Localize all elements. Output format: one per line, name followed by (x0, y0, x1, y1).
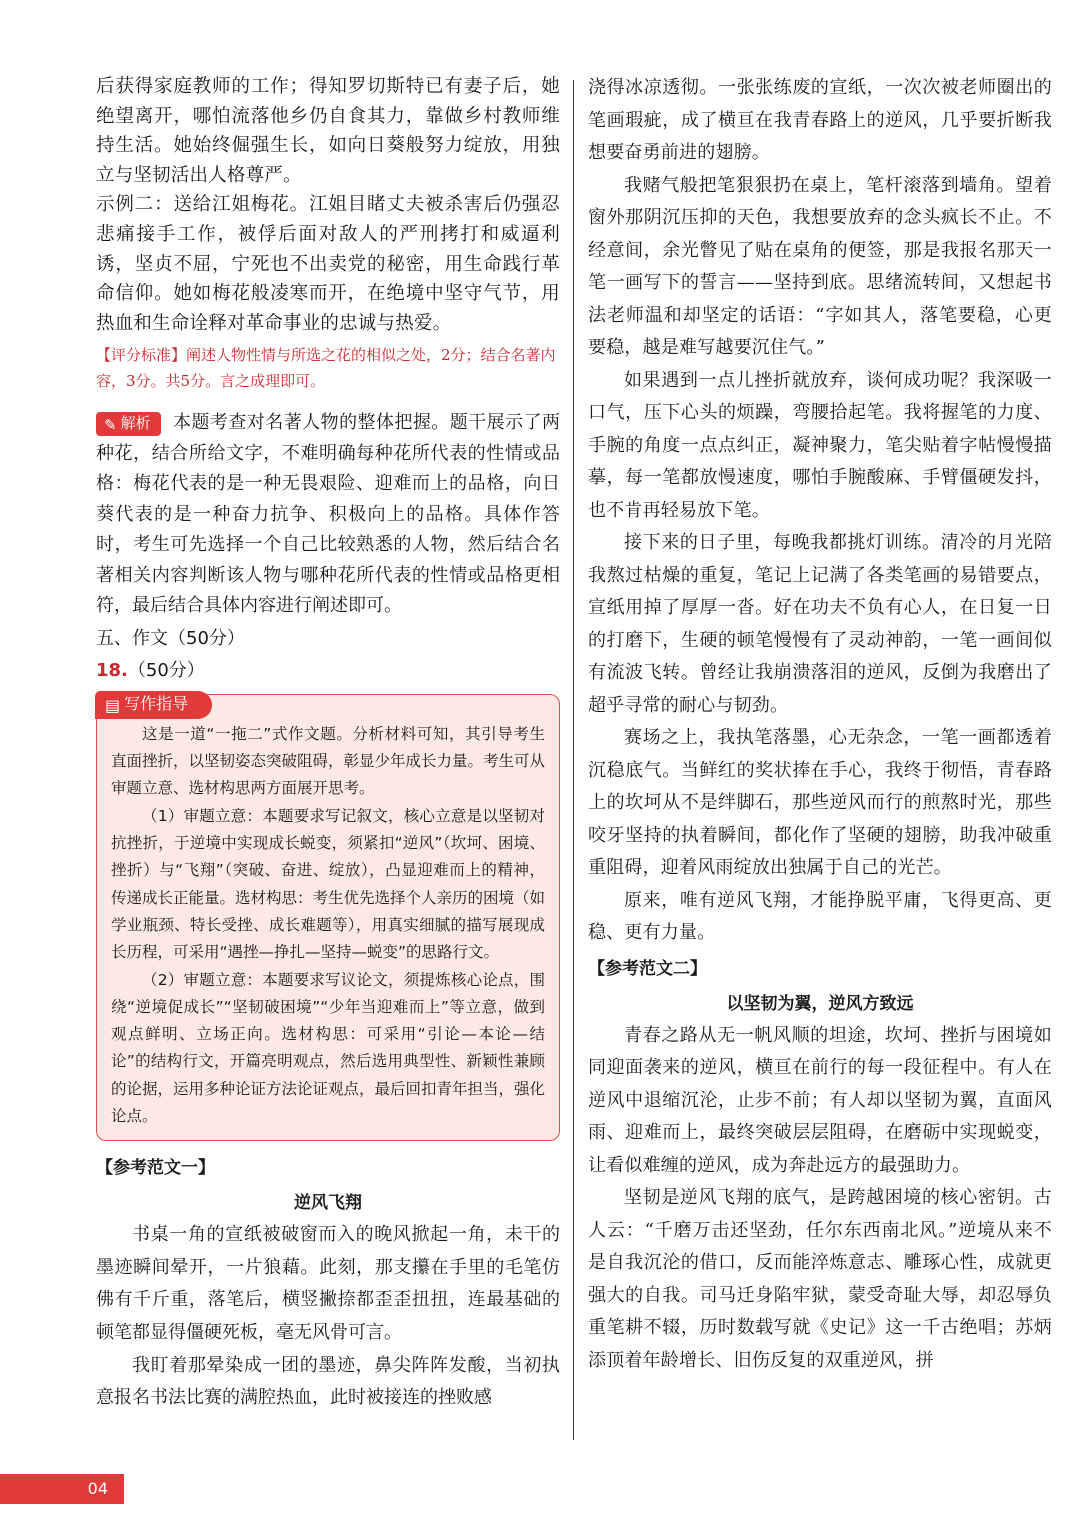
essay-1-paragraph: 我赌气般把笔狠狠扔在桌上，笔杆滚落到墙角。望着窗外那阴沉压抑的天色，我想要放弃的念头疯长不止。不经意间，余光瞥见了贴在桌角的便签，那是我报名那天一笔一画写下的誓言——坚持到底。思绪流转间，又想起书法老师温和却坚定的话语：“字如其人，落笔要稳，心更要稳，越是难写越要沉住气。” (588, 174, 1052, 358)
essay-2-paragraph: 坚韧是逆风飞翔的底气，是跨越困境的核心密钥。古人云：“千磨万击还坚劲，任尔东西南北风。”逆境从来不是自我沉沦的借口，反而能淬炼意志、雕琢心性，成就更强大的自我。司马迁身陷牢狱，蒙受奇耻大辱，却忍辱负重笔耕不辍，历时数载写就《史记》这一千古绝唱；苏炳添顶着年龄增长、旧伤反复的双重逆风，拼 (588, 1187, 1052, 1371)
essay-1-paragraph: 赛场之上，我执笔落墨，心无杂念，一笔一画都透着沉稳底气。当鲜红的奖状捧在手心，我终于彻悟，青春路上的坎坷从不是绊脚石，那些逆风而行的煎熬时光，那些咬牙坚持的执着瞬间，都化作了坚硬的翅膀，助我冲破重重阻碍，迎着风雨绽放出独属于自己的光芒。 (588, 727, 1052, 878)
question-score: （50分） (127, 659, 205, 681)
answer-example-2: 示例二：送给江姐梅花。江姐目睹丈夫被杀害后仍强忍悲痛接手工作，被俘后面对敌人的严刑拷打和威逼利诱，坚贞不屈，宁死也不出卖党的秘密，用生命践行革命信仰。她如梅花般凌寒而开，在绝境中坚守气节，用热血和生命诠释对革命事业的忠诚与热爱。 (96, 194, 560, 334)
analysis-section (96, 408, 560, 622)
question-number: 18. (96, 659, 128, 681)
essay-1-paragraph: 书桌一角的宣纸被破窗而入的晚风掀起一角，未干的墨迹瞬间晕开，一片狼藉。此刻，那支攥在手里的毛笔仿佛有千斤重，落笔后，横竖撇捺都歪歪扭扭，连最基础的顿笔都显得僵硬死板，毫无风骨可言。 (96, 1224, 560, 1344)
essay-1-title: 逆风飞翔 (294, 1193, 362, 1214)
analysis-badge-label: 解析 (120, 414, 151, 433)
page-number-tab (0, 1474, 124, 1504)
essay-1-paragraph: 如果遇到一点儿挫折就放弃，谈何成功呢？我深吸一口气，压下心头的烦躁，弯腰拾起笔。我将握笔的力度、手腕的角度一点点纠正，凝神聚力，笔尖贴着字帖慢慢描摹，每一笔都放慢速度，哪怕手腕酸麻、手臂僵硬发抖，也不肯再轻易放下笔。 (588, 369, 1052, 521)
question-heading (96, 656, 560, 686)
scoring-criteria: 【评分标准】阐述人物性情与所选之花的相似之处，2分；结合名著内容，3分。共5分。言之成理即可。 (96, 346, 556, 391)
right-column (588, 72, 1052, 1377)
analysis-badge (96, 412, 161, 436)
essay-1-paragraph: 接下来的日子里，每晚我都挑灯训练。清冷的月光陪我熬过枯燥的重复，笔记上记满了各类笔画的易错要点，宣纸用掉了厚厚一沓。好在功夫不负有心人，在日复一日的打磨下，生硬的顿笔慢慢有了灵动神韵，一笔一画间似有流波飞转。曾经让我崩溃落泪的逆风，反倒为我磨出了超乎寻常的耐心与韧劲。 (588, 532, 1052, 716)
left-column (96, 72, 560, 1415)
guide-paragraph-3: （2）审题立意：本题要求写议论文，须提炼核心论点，围绕“逆境促成长”“坚韧破困境”“少年当迎难而上”等立意，做到观点鲜明、立场正向。选材构思：可采用“引论—本论—结论”的结构行文，开篇亮明观点，然后选用典型性、新颖性兼顾的论据，运用多种论证方法论证观点，最后回扣青年担当，强化论点。 (111, 970, 546, 1125)
essay-2-title: 以坚韧为翼，逆风方致远 (726, 993, 914, 1014)
writing-guide-box (96, 694, 560, 1141)
analysis-text: 本题考查对名著人物的整体把握。题干展示了两种花，结合所给文字，不难明确每种花所代表的性情或品格：梅花代表的是一种无畏艰险、迎难而上的品格，向日葵代表的是一种奋力抗争、积极向上的品格。具体作答时，考生可先选择一个自己比较熟悉的人物，然后结合名著相关内容判断该人物与哪种花所代表的性情或品格更相符，最后结合具体内容进行阐述即可。 (96, 412, 560, 617)
essay-1-paragraph: 原来，唯有逆风飞翔，才能挣脱平庸，飞得更高、更稳、更有力量。 (588, 889, 1052, 943)
reference-essay-1-label: 【参考范文一】 (96, 1158, 215, 1179)
writing-guide-label: 写作指导 (124, 693, 189, 713)
guide-paragraph-2: （1）审题立意：本题要求写记叙文，核心立意是以坚韧对抗挫折，于逆境中实现成长蜕变，须紧扣“逆风”（坎坷、困境、挫折）与“飞翔”（突破、奋进、绽放），凸显迎难而上的精神，传递成长正能量。选材构思：考生优先选择个人亲历的困境（如学业瓶颈、特长受挫、成长难题等），用真实细腻的描写展现成长历程，可采用“遇挫—挣扎—坚持—蜕变”的思路行文。 (111, 806, 546, 962)
page-number: 04 (87, 1479, 108, 1498)
essay-1-body (96, 1219, 560, 1415)
answer-example-1-tail: 后获得家庭教师的工作；得知罗切斯特已有妻子后，她绝望离开，哪怕流落他乡仍自食其力，靠做乡村教师维持生活。她始终倔强生长，如向日葵般努力绽放，用独立与坚韧活出人格尊严。 (96, 76, 560, 186)
column-divider (573, 80, 574, 1440)
essay-2-paragraph: 青春之路从无一帆风顺的坦途，坎坷、挫折与困境如同迎面袭来的逆风，横亘在前行的每一段征程中。有人在逆风中退缩沉沦，止步不前；有人却以坚韧为翼，直面风雨、迎难而上，最终突破层层阻碍，在磨砺中实现蜕变，让看似难缠的逆风，成为奔赴远方的最强助力。 (588, 1024, 1052, 1176)
guide-paragraph-1: 这是一道“一拖二”式作文题。分析材料可知，其引导考生直面挫折，以坚韧姿态突破阻碍，彰显少年成长力量。考生可从审题立意、选材构思两方面展开思考。 (111, 724, 546, 798)
pencil-icon: ✎ (104, 416, 117, 435)
reference-essay-2-label: 【参考范文二】 (588, 958, 707, 979)
essay-1-paragraph: 浇得冰凉透彻。一张张练废的宣纸，一次次被老师圈出的笔画瑕疵，成了横亘在我青春路上的逆风，几乎要折断我想要奋勇前进的翅膀。 (588, 77, 1052, 163)
essay-1-paragraph: 我盯着那晕染成一团的墨迹，鼻尖阵阵发酸，当初执意报名书法比赛的满腔热血，此时被接连的挫败感 (96, 1354, 560, 1409)
document-icon: ▤ (105, 695, 121, 715)
writing-guide-tag (95, 691, 212, 719)
section-title: 五、作文（50分） (96, 627, 245, 649)
